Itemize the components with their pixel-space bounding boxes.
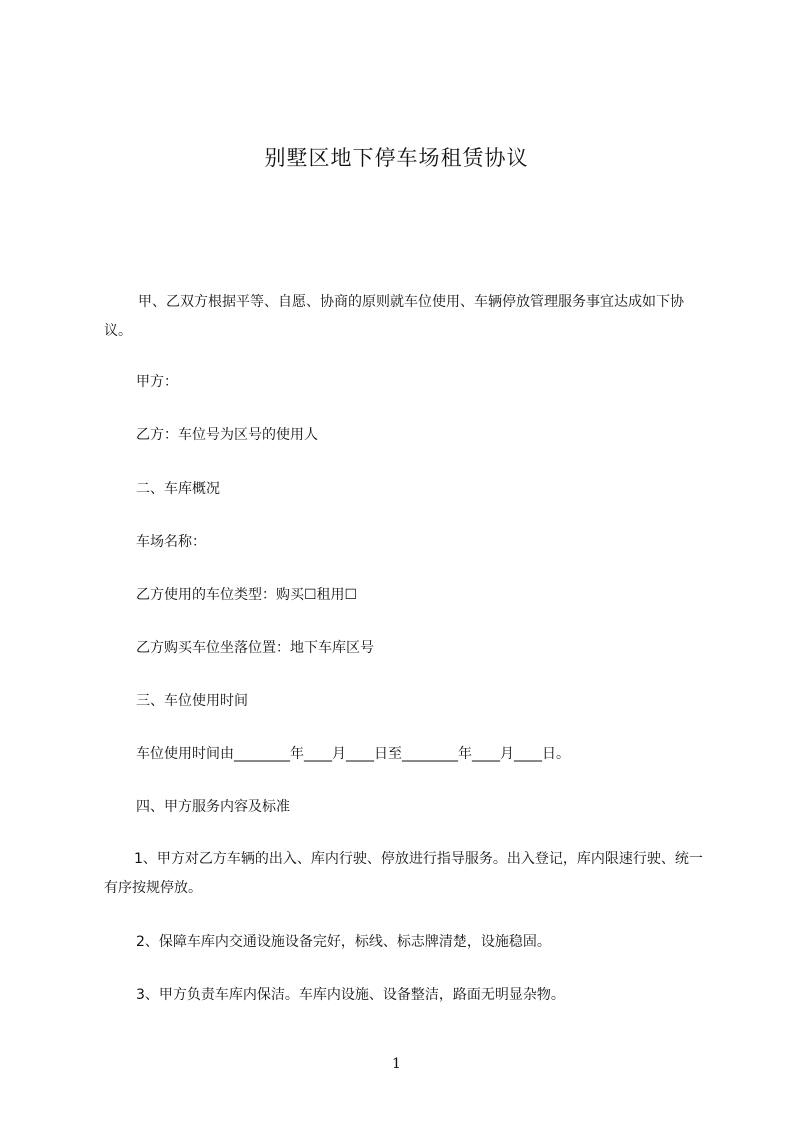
party-b-line: 乙方：车位号为区号的使用人 (136, 427, 318, 443)
service-item-2: 2、保障车库内交通设施设备完好，标线、标志牌清楚，设施稳固。 (136, 934, 551, 950)
section-4-heading: 四、甲方服务内容及标准 (136, 799, 290, 815)
usage-period-line: 车位使用时间由________年____月____日至________年____月____日。 (136, 746, 570, 762)
service-item-3: 3、甲方负责车库内保洁。车库内设施、设备整洁，路面无明显杂物。 (136, 987, 565, 1003)
page-number: 1 (392, 1056, 401, 1072)
intro-paragraph: 甲、乙双方根据平等、自愿、协商的原则就车位使用、车辆停放管理服务事宜达成如下协议。 (104, 294, 684, 339)
section-3-heading: 三、车位使用时间 (136, 693, 248, 709)
party-a-line: 甲方： (136, 374, 178, 390)
parking-name-line: 车场名称： (136, 534, 206, 550)
space-type-line: 乙方使用的车位类型：购买☐租用☐ (136, 587, 358, 603)
service-item-1: 1、甲方对乙方车辆的出入、库内行驶、停放进行指导服务。出入登记，库内限速行驶、统一有序按规停放。 (104, 851, 703, 896)
space-location-line: 乙方购买车位坐落位置：地下车库区号 (136, 640, 374, 656)
document-title: 别墅区地下停车场租赁协议 (264, 146, 529, 170)
section-2-heading: 二、车库概况 (136, 481, 220, 497)
